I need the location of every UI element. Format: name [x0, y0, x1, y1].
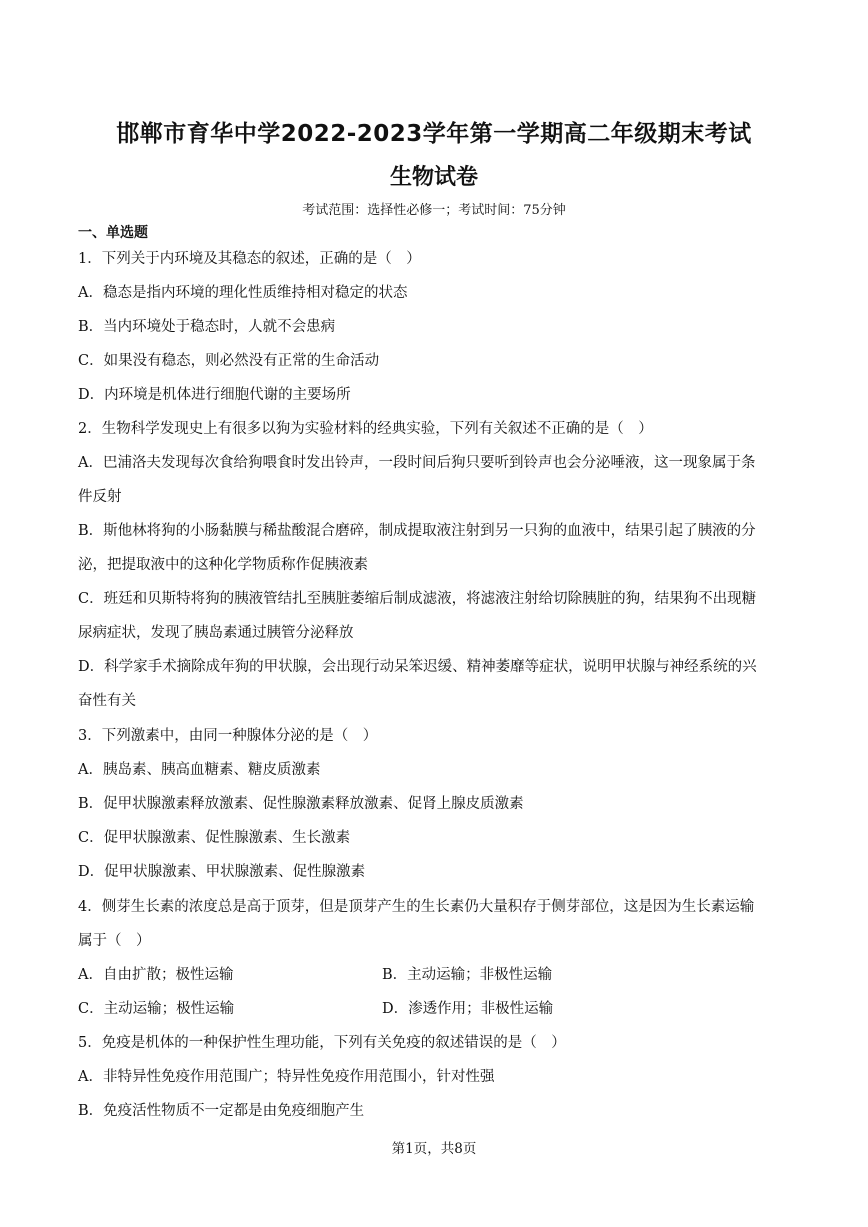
question-1-option-a: A．稳态是指内环境的理化性质维持相对稳定的状态 [78, 285, 408, 301]
question-2-option-c: C．班廷和贝斯特将狗的胰液管结扎至胰脏萎缩后制成滤液，将滤液注射给切除胰脏的狗，结果狗不出现糖 [78, 591, 757, 607]
section-title: 一、单选题 [78, 225, 148, 241]
question-2-option-d: D．科学家手术摘除成年狗的甲状腺，会出现行动呆笨迟缓、精神萎靡等症状，说明甲状腺与神经系统的兴 [78, 659, 757, 675]
exam-subtitle: 生物试卷 [389, 165, 478, 190]
question-1-option-d: D．内环境是机体进行细胞代谢的主要场所 [78, 387, 351, 403]
question-5-option-b: B．免疫活性物质不一定都是由免疫细胞产生 [78, 1103, 365, 1119]
question-3-option-b: B．促甲状腺激素释放激素、促性腺激素释放激素、促肾上腺皮质激素 [78, 796, 524, 812]
question-1-option-b: B．当内环境处于稳态时，人就不会患病 [78, 319, 336, 335]
question-1-stem: 1．下列关于内环境及其稳态的叙述，正确的是（ ） [78, 251, 421, 267]
question-4-stem: 4．侧芽生长素的浓度总是高于顶芽，但是顶芽产生的生长素仍大量积存于侧芽部位，这是因为生长素运输 [78, 899, 755, 915]
question-4-option-d: D．渗透作用；非极性运输 [382, 1001, 554, 1017]
question-2-stem: 2．生物科学发现史上有很多以狗为实验材料的经典实验，下列有关叙述不正确的是（ ） [78, 421, 653, 437]
question-4-option-b: B．主动运输；非极性运输 [382, 967, 553, 983]
question-2-option-a: A．巴浦洛夫发现每次食给狗喂食时发出铃声，一段时间后狗只要听到铃声也会分泌唾液，这一现象属于条 [78, 455, 756, 471]
question-2-option-c-cont: 尿病症状，发现了胰岛素通过胰管分泌释放 [78, 625, 354, 641]
question-4-option-a: A．自由扩散；极性运输 [78, 967, 234, 983]
question-5-option-a: A．非特异性免疫作用范围广；特异性免疫作用范围小，针对性强 [78, 1069, 495, 1085]
question-4-stem-cont: 属于（ ） [78, 933, 151, 949]
question-2-option-b-cont: 泌，把提取液中的这种化学物质称作促胰液素 [78, 557, 368, 573]
question-3-option-d: D．促甲状腺激素、甲状腺激素、促性腺激素 [78, 864, 366, 880]
question-2-option-d-cont: 奋性有关 [78, 693, 136, 709]
question-3-option-c: C．促甲状腺激素、促性腺激素、生长激素 [78, 830, 351, 846]
question-4-option-c: C．主动运输；极性运输 [78, 1001, 235, 1017]
question-3-option-a: A．胰岛素、胰高血糖素、糖皮质激素 [78, 762, 321, 778]
question-5-stem: 5．免疫是机体的一种保护性生理功能，下列有关免疫的叙述错误的是（ ） [78, 1035, 566, 1051]
question-3-stem: 3．下列激素中，由同一种腺体分泌的是（ ） [78, 728, 378, 744]
exam-meta: 考试范围：选择性必修一；考试时间：75分钟 [302, 203, 566, 218]
question-2-option-b: B．斯他林将狗的小肠黏膜与稀盐酸混合磨碎，制成提取液注射到另一只狗的血液中，结果引起了胰液的分 [78, 523, 756, 539]
exam-title: 邯郸市育华中学2022-2023学年第一学期高二年级期末考试 [116, 121, 752, 147]
question-1-option-c: C．如果没有稳态，则必然没有正常的生命活动 [78, 353, 380, 369]
question-2-option-a-cont: 件反射 [78, 489, 122, 505]
page-footer: 第1页，共8页 [391, 1141, 477, 1157]
